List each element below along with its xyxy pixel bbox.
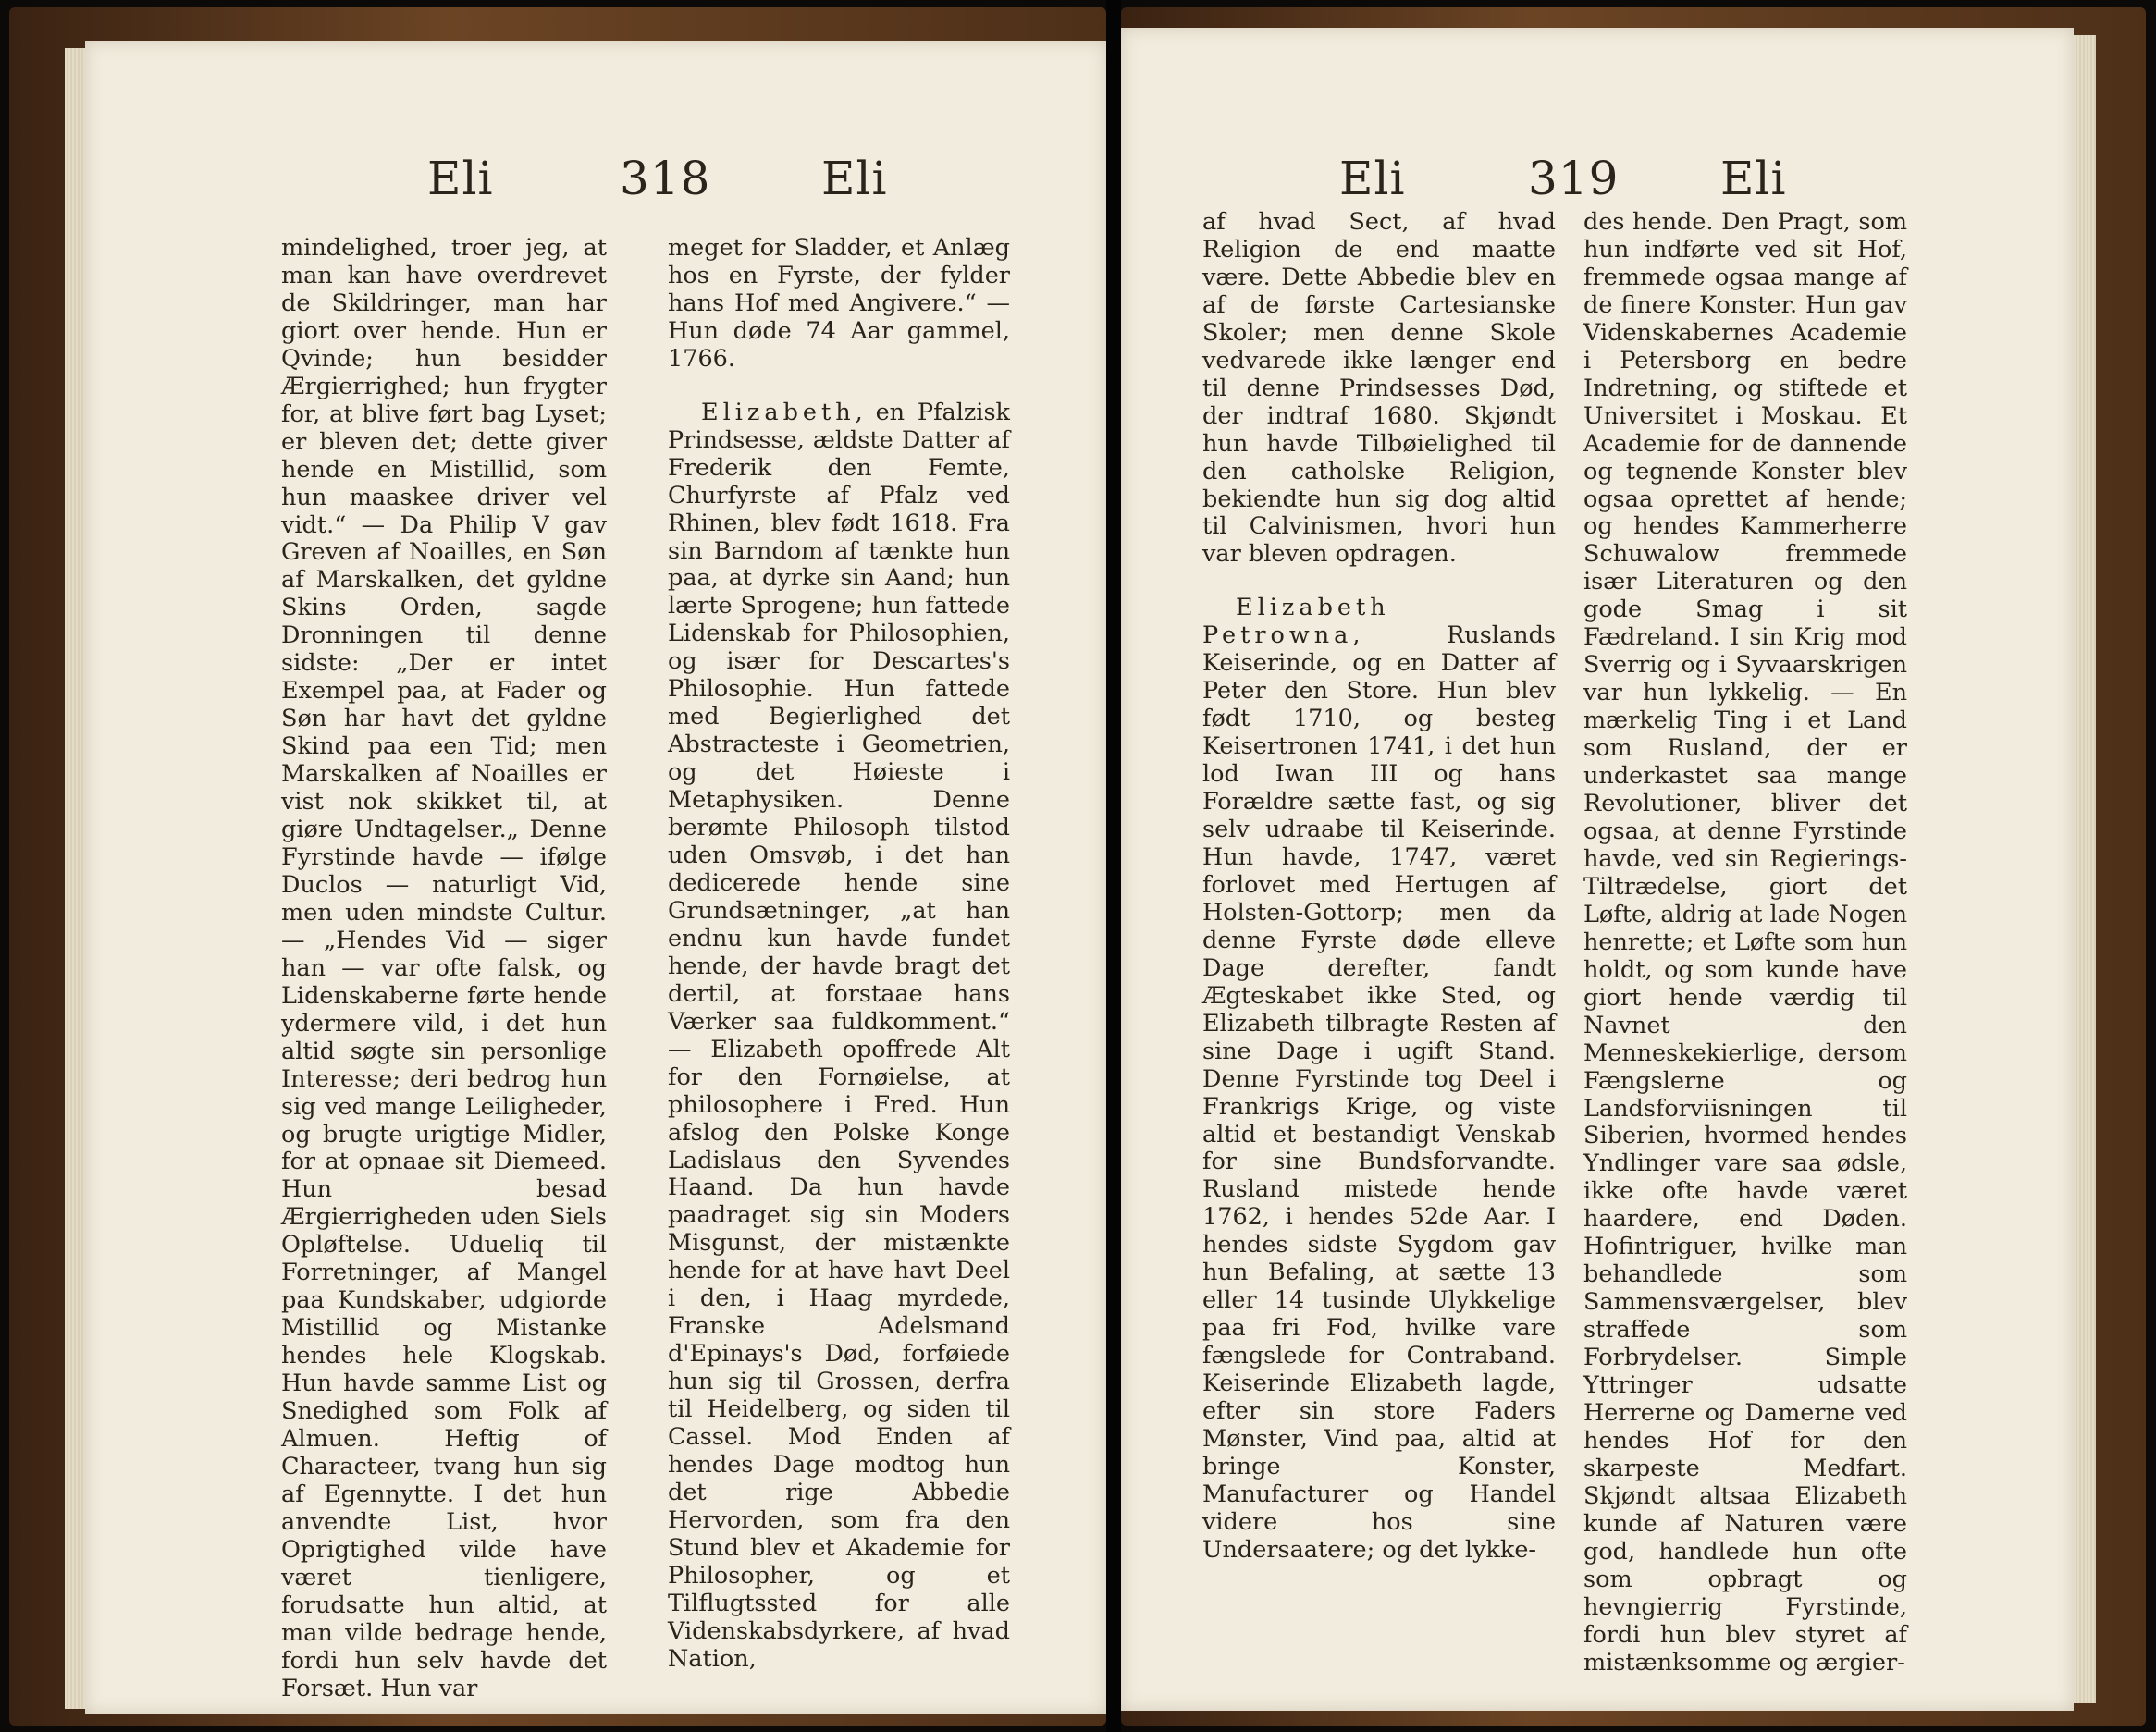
right-page [1121,28,2074,1711]
entry-text: , en Pfalzisk Prindsesse, ældste Datter af Frederik den Femte, Churfyrste af Pfalz ved Rhinen, blev født 1618. Fra sin Barndom af tænkte hun paa, at dyrke sin Aand; hun lærte Sprogene; hun fattede Lidenskab for Philosophien, og især for Descartes's Philosophie. Hun fattede med Begierlighed det Abstracteste i Geometrien, og det Høieste i Metaphysiken. Denne berømte Philosoph tilstod uden Omsvøb, i det han dedicerede hende sine Grundsætninger, „at han endnu kun havde fundet hende, der havde bragt det dertil, at forstaae hans Værker saa fuldkomment.“ — Elizabeth opoffrede Alt for den Fornøielse, at philosophere i Fred. Hun afslog den Polske Konge Ladislaus den Syvendes Haand. Da hun havde paadraget sig sin Moders Misgunst, der mistænkte hende for at have havt Deel i den, i Haag myrdede, Franske Adelsmand d'Epinays's Død, forføiede hun sig til Grossen, derfra til Heidelberg, og siden til Cassel. Mod Enden af hendes Dage modtog hun det rige Abbedie Hervorden, som fra den Stund blev et Akademie for Philosopher, og et Tilflugtssted for alle Videnskabsdyrkere, af hvad Nation, [668,398,1010,1673]
right-page-column-2 [1583,209,1907,1677]
left-page-header [85,152,1106,226]
left-page [85,41,1106,1714]
left-page-column-1 [281,235,607,1703]
paragraph: af hvad Sect, af hvad Religion de end maatte være. Dette Abbedie blev en af de første Cartesianske Skoler; men denne Skole vedvarede ikke længer end til denne Prindsesses Død, der indtraf 1680. Skjøndt hun havde Tilbøielighed til den catholske Religion, bekiendte hun sig dog altid til Calvinismen, hvori hun var bleven opdragen. [1202,208,1556,569]
right-page-edges [2070,35,2096,1703]
right-page-column-1 [1202,209,1556,1565]
header-word-right: Eli [1720,152,1787,205]
left-page-column-2 [668,235,1010,1674]
paragraph: meget for Sladder, et Anlæg hos en Fyrste, der fylder hans Hof med Angivere.“ — Hun døde 74 Aar gammel, 1766. [668,234,1010,373]
paragraph: mindelighed, troer jeg, at man kan have overdrevet de Skildringer, man har giort over hende. Hun er Qvinde; hun besidder Ærgierrighed; hun frygter for, at blive ført bag Lyset; er bleven det; dette giver hende en Mistillid, som hun maaskee driver vel vidt.“ — Da Philip V gav Greven af Noailles, en Søn af Marskalken, det gyldne Skins Orden, sagde Dronningen til denne sidste: „Der er intet Exempel paa, at Fader og Søn har havt det gyldne Skind paa een Tid; men Marskalken af Noailles er vist nok skikket til, at giøre Undtagelser.„ Denne Fyrstinde havde — ifølge Duclos — naturligt Vid, men uden mindste Cultur. — „Hendes Vid — siger han — var ofte falsk, og Lidenskaberne førte hende ydermere vild, i det hun altid søgte sin personlige Interesse; deri bedrog hun sig ved mange Leiligheder, og brugte urigtige Midler, for at opnaae sit Diemeed. Hun besad Ærgierrigheden uden Siels Opløftelse. Udueliq til Forretninger, af Mangel paa Kundskaber, udgiorde Mistillid og Mistanke hendes hele Klogskab. Hun havde samme List og Snedighed som Folk af Almuen. Heftig of Characteer, tvang hun sig af Egennytte. I det hun anvendte List, hvor Oprigtighed vilde have været tienligere, forudsatte hun altid, at man vilde bedrage hende, fordi hun selv havde det Forsæt. Hun var [281,234,607,1702]
paragraph: des hende. Den Pragt, som hun indførte ved sit Hof, fremmede ogsaa mange af de finere Konster. Hun gav Videnskabernes Academie i Petersborg en bedre Indretning, og stiftede et Universitet i Moskau. Et Academie for de dannende og tegnende Konster blev ogsaa oprettet af hende; og hendes Kammerherre Schuwalow fremmede især Literaturen og den gode Smag i sit Fædreland. I sin Krig mod Sverrig og i Syvaarskrigen var hun lykkelig. — En mærkelig Ting i et Land som Rusland, der er underkastet saa mange Revolutioner, bliver det ogsaa, at denne Fyrstinde havde, ved sin Regierings-Tiltrædelse, giort det Løfte, aldrig at lade Nogen henrette; et Løfte som hun holdt, og som kunde have giort hende værdig til Navnet den Menneskekierlige, dersom Fængslerne og Landsforviisningen til Siberien, hvormed hendes Yndlinger vare saa ødsle, ikke ofte havde været haardere, end Døden. Hofintriguer, hvilke man behandlede som Sammensværgelser, blev straffede som Forbrydelser. Simple Yttringer udsatte Herrerne og Damerne ved hendes Hof for den skarpeste Medfart. Skjøndt altsaa Elizabeth kunde af Naturen være god, handlede hun ofte som opbragt og hevngierrig Fyrstinde, fordi hun blev styret af mistænksomme og ærgier- [1583,208,1907,1677]
spread-divider [1106,0,1121,1732]
header-word-right: Eli [821,152,888,205]
entry-headword: Elizabeth Petrowna [1202,594,1390,650]
entry-paragraph [668,399,1010,1674]
entry-headword: Elizabeth [701,398,856,426]
entry-text: , Ruslands Keiserinde, og en Datter af Peter den Store. Hun blev født 1710, og besteg Keisertronen 1741, i det hun lod Iwan III og hans Forældre sætte fast, og sig selv udraabe til Keiserinde. Hun havde, 1747, været forlovet med Hertugen af Holsten-Gottorp; men da denne Fyrste døde elleve Dage derefter, fandt Ægteskabet ikke Sted, og Elizabeth tilbragte Resten af sine Dage i ugift Stand. Denne Fyrstinde tog Deel i Frankrigs Krige, og viste altid et bestandigt Venskab for sine Bundsforvandte. Rusland mistede hende 1762, i hendes 52de Aar. I hendes sidste Sygdom gav hun Befaling, at sætte 13 eller 14 tusinde Ulykkelige paa fri Fod, hvilke vare fængslede for Contraband. Keiserinde Elizabeth lagde, efter sin store Faders Mønster, Vind paa, altid at bringe Konster, Manufacturer og Handel videre hos sine Undersaatere; og det lykke- [1202,621,1556,1564]
entry-paragraph [1202,595,1556,1564]
page-number: 319 [1528,152,1620,205]
header-word-left: Eli [427,152,494,205]
header-word-left: Eli [1339,152,1406,205]
page-number: 318 [620,152,711,205]
